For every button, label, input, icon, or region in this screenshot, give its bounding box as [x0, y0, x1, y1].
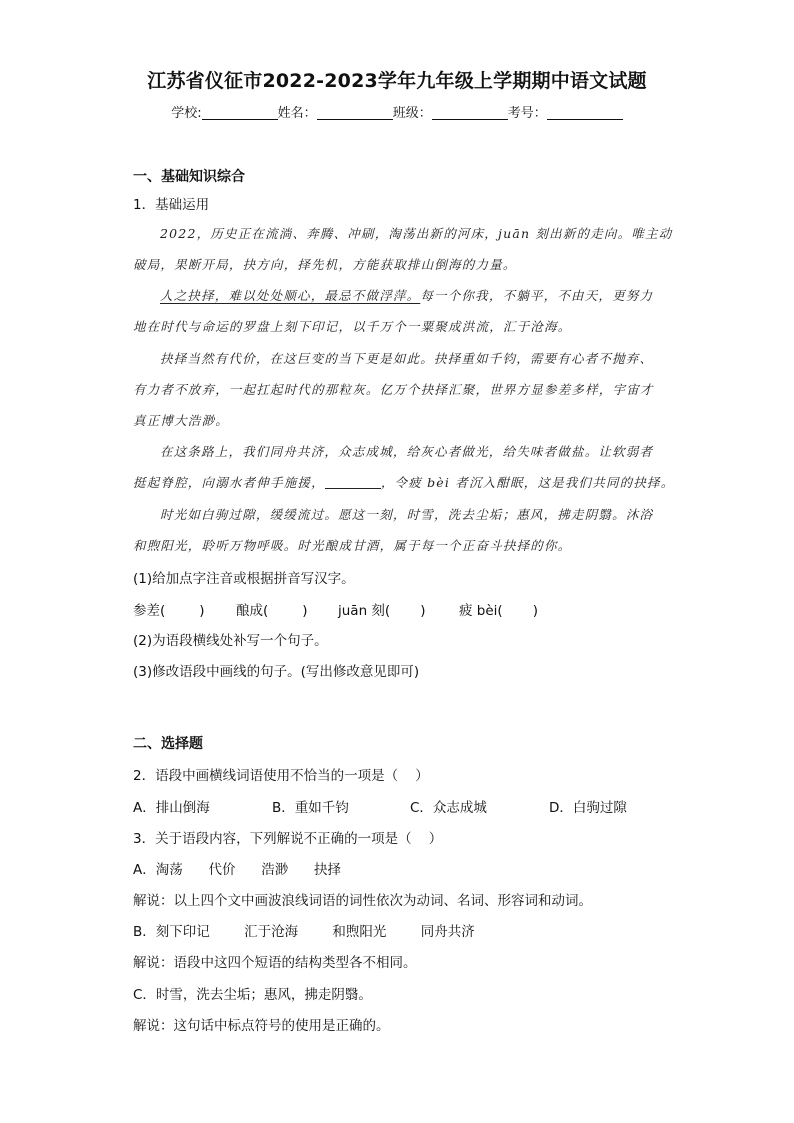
pinyin-fill-item: 疲 bèi( ): [459, 603, 538, 619]
pinyin-fill-item: juān 刻( ): [338, 603, 426, 619]
passage-line: [133, 473, 674, 491]
exam-no-blank[interactable]: [547, 105, 623, 120]
passage-text: ，令疲 bèi 者沉入酣眠，这是我们共同的抉择。: [380, 475, 675, 490]
student-info-line: [0, 102, 794, 121]
q3-option-a-note: 解说：以上四个文中画波浪线词语的词性依次为动词、名词、形容词和动词。: [133, 893, 592, 909]
section-2-heading: 二、选择题: [133, 736, 203, 752]
passage-line: 破局，果断开局，抉方向，择先机，方能获取排山倒海的力量。: [133, 257, 517, 272]
passage-line: 抉择当然有代价，在这巨变的当下更是如此。抉择重如千钧，需要有心者不抛弃、: [160, 351, 654, 366]
passage-line: 在这条路上，我们同舟共济，众志成城，给灰心者做光，给失味者做盐。让软弱者: [160, 444, 654, 459]
school-label: 学校:: [171, 106, 202, 121]
q3-option-c[interactable]: C．时雪，洗去尘垢；惠风，拂走阴翳。: [133, 987, 372, 1003]
sub-question-3: (3)修改语段中画线的句子。(写出修改意见即可): [133, 664, 420, 680]
passage-text: 每一个你我，不躺平，不由天，更努力: [420, 288, 654, 303]
q3-option-b-note: 解说：语段中这四个短语的结构类型各不相同。: [133, 955, 417, 971]
q3-option-c-note: 解说：这句话中标点符号的使用是正确的。: [133, 1018, 390, 1034]
passage-line: 有力者不放弃，一起扛起时代的那粒灰。亿万个抉择汇聚，世界方显参差多样，宇宙才: [133, 382, 654, 397]
class-label: 班级：: [392, 106, 432, 121]
name-blank[interactable]: [317, 105, 393, 120]
q3-option-b[interactable]: B．刻下印记 汇于沧海 和煦阳光 同舟共济: [133, 924, 475, 940]
underlined-sentence: 人之抉择，难以处处顺心，最忌不做浮萍。: [160, 288, 421, 303]
sentence-fill-blank[interactable]: [325, 476, 381, 489]
q3-option-a[interactable]: A．淘荡 代价 浩渺 抉择: [133, 862, 341, 878]
pinyin-fill-item: 参差( ): [133, 603, 205, 619]
q2-option-b[interactable]: B．重如千钧: [272, 800, 349, 816]
passage-line: 2022，历史正在流淌、奔腾、冲刷，淘荡出新的河床，juān 刻出新的走向。唯主动: [160, 226, 673, 241]
q2-option-d[interactable]: D．白驹过隙: [549, 800, 627, 816]
sub-question-2: (2)为语段横线处补写一个句子。: [133, 633, 328, 649]
passage-line: 真正博大浩渺。: [133, 413, 229, 428]
question-1-label: 1．基础运用: [133, 197, 210, 213]
q2-option-a[interactable]: A．排山倒海: [133, 800, 210, 816]
pinyin-fill-item: 酿成( ): [236, 603, 308, 619]
q2-option-c[interactable]: C．众志成城: [410, 800, 487, 816]
question-2: 2．语段中画横线词语使用不恰当的一项是（ ）: [133, 768, 429, 784]
passage-line: 时光如白驹过隙，缓缓流过。愿这一刻，时雪，洗去尘垢；惠风，拂走阴翳。沐浴: [160, 507, 654, 522]
class-blank[interactable]: [432, 105, 508, 120]
section-1-heading: 一、基础知识综合: [133, 169, 245, 185]
question-3: 3．关于语段内容，下列解说不正确的一项是（ ）: [133, 831, 443, 847]
page-title: 江苏省仪征市2022-2023学年九年级上学期期中语文试题: [147, 70, 647, 92]
passage-line: [160, 286, 653, 304]
exam-no-label: 考号：: [507, 106, 547, 121]
passage-line: 地在时代与命运的罗盘上刻下印记，以千万个一粟聚成洪流，汇于沧海。: [133, 319, 572, 334]
name-label: 姓名：: [277, 106, 317, 121]
sub-question-1: (1)给加点字注音或根据拼音写汉字。: [133, 571, 355, 587]
school-blank[interactable]: [202, 105, 278, 120]
passage-text: 挺起脊腔，向溺水者伸手施援，: [133, 475, 325, 490]
passage-line: 和煦阳光，聆听万物呼吸。时光酿成甘酒，属于每一个正奋斗抉择的你。: [133, 538, 572, 553]
